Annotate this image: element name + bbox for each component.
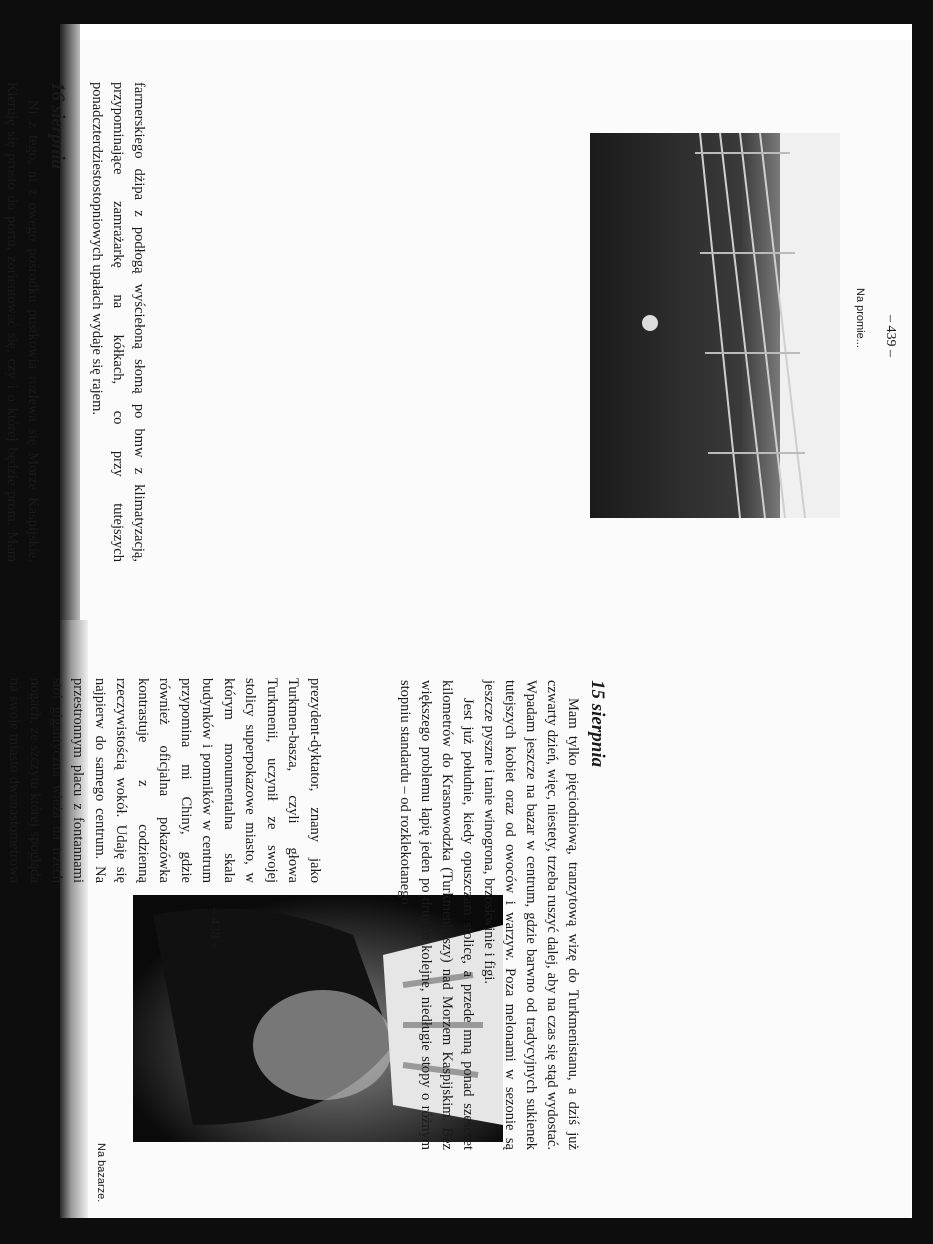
scan-border-right	[912, 0, 933, 1244]
right-page-body	[0, 82, 149, 562]
paragraph: Jest już południe, kiedy opuszczam stolicę, a przede mną ponad sześćset kilometrów do Krasnowodzka (Turkmenbaszy) nad Morzem Kaspijskim. Bez większego problemu łapię jeden po drugim kolejne, niedługie stopy o różnym stopniu standardu – od rozklekotanego	[397, 680, 476, 1150]
paragraph: Mam tylko pięciodniową, tranzytową wizę do Turkmenistanu, a dziś już czwarty dzień, więc, niestety, trzeba ruszyć dalej, aby na czas się stąd wydostać. Wpadam jeszcze na bazar w centrum, gdzie barwno od tradycyjnych sukienek tutejszych kobiet oraz od owoców i warzyw. Poza melonami w sezonie są jeszcze pyszne i tanie winogrona, brzoskwinie i figi.	[481, 680, 581, 1150]
paragraph: farmerskiego dżipa z podłogą wyściełoną słomą po bmw z klimatyzacją, przypominające zamrażarkę na kółkach, co przy tutejszych ponadczterdziestostopniowych upałach wydaje się rajem.	[89, 82, 147, 562]
section-heading-15-aug: 15 sierpnia	[587, 680, 608, 768]
scan-border-top	[0, 0, 933, 24]
scan-border-bottom	[0, 1218, 933, 1244]
left-page-body	[394, 680, 608, 1150]
page-number-438: – 438 –	[207, 907, 222, 949]
section-heading-16-aug: 16 sierpnia	[47, 82, 68, 170]
page-number-439: – 439 –	[883, 315, 898, 357]
ferry-photo	[590, 133, 840, 518]
left-column-text: prezydent-dyktator, znany jako Turkmen-basza, czyli głowa Turkmenii, uczynił ze swojej stolicy superpokazowe miasto, w którym monumentalna skala budynków i pomników w centrum przypomina mi Chiny, gdzie również oficjalna pokazówka kontrastuje z codzienną rzeczywistością wokół. Udaję się najpierw do samego centrum. Na przestronnym placu z fontannami stoi gigantyczna wieża na trzech nogach, ze szczytu której spogląda na swoje miasto dwunastometrowa	[6, 678, 323, 883]
photo-caption-ferry: Na promie...	[854, 288, 866, 348]
paragraph: Ni z tego, ni z owego pośrodku pustkowia rozlewa się Morze Kaspijskie. Kieruję się prosto do portu, zorientować się, czy i o której będzie prom. Mam	[4, 82, 41, 562]
photo-caption-bazaar: Na bazarze.	[95, 1143, 107, 1203]
